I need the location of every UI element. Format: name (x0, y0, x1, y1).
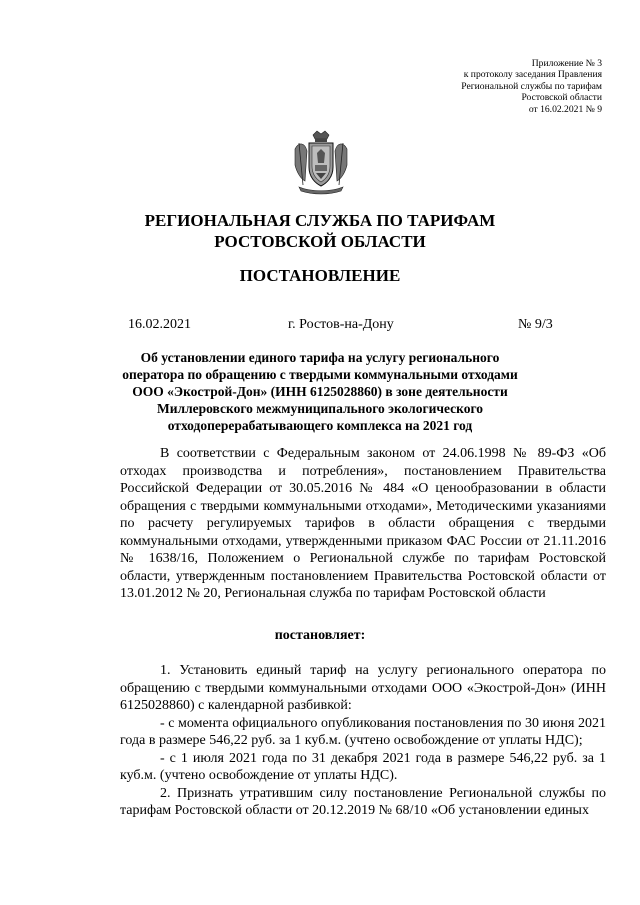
appendix-note (362, 58, 602, 115)
organization-line-2: РОСТОВСКОЙ ОБЛАСТИ (214, 232, 426, 251)
appendix-line: Приложение № 3 (531, 58, 602, 69)
appendix-line: от 16.02.2021 № 9 (528, 103, 602, 115)
document-title: Об установлении единого тарифа на услугу регионального оператора по обращению с твердыми коммунальными отходами ООО «Экострой-Дон» (ИНН 6125028860) в зоне деятельности Миллеровского межмуниципального экологического отходоперерабатывающего комплекса на 2021 год (122, 350, 518, 433)
organization-line-1: РЕГИОНАЛЬНАЯ СЛУЖБА ПО ТАРИФАМ (144, 211, 496, 230)
document-date: 16.02.2021 (128, 317, 191, 332)
coat-of-arms-icon (291, 129, 351, 195)
decree-item: 1. Установить единый тариф на услугу регионального оператора по обращению с твердыми коммунальными отходами ООО «Экострой-Дон» (ИНН 6125028860) с календарной разбивкой: (120, 663, 606, 713)
decree-word: постановляет: (274, 628, 366, 643)
document-city: г. Ростов-на-Дону (288, 317, 394, 332)
preamble-paragraph: В соответствии с Федеральным законом от 24.06.1998 № 89-ФЗ «Об отходах производства и потребления», постановлением Правительства Российской Федерации от 30.05.2016 № 484 «О ценообразовании в области обращения с твердыми коммунальными отходами», Методическими указаниями по расчету регулируемых тарифов в области обращения с твердыми коммунальными отходами, утвержденными приказом ФАС России от 21.11.2016 № 1638/16, Положением о Региональной службе по тарифам Ростовской области, утвержденным постановлением Правительства Ростовской области от 13.01.2012 № 20, Региональная служба по тарифам Ростовской области (120, 446, 606, 601)
appendix-line: к протоколу заседания Правления (463, 69, 602, 81)
decree-item: - с 1 июля 2021 года по 31 декабря 2021 года в размере 546,22 руб. за 1 куб.м. (учтено освобождение от уплаты НДС). (120, 750, 606, 783)
appendix-line: Ростовской области (521, 92, 602, 104)
appendix-line: Региональной службы по тарифам (461, 80, 602, 92)
document-type: ПОСТАНОВЛЕНИЕ (239, 266, 401, 285)
decree-item: 2. Признать утратившим силу постановление Региональной службы по тарифам Ростовской области от 20.12.2019 № 68/10 «Об установлении единых (120, 785, 606, 818)
organization-name (0, 210, 640, 252)
preamble (120, 445, 606, 603)
decree-items (120, 662, 606, 820)
decree-item: - с момента официального опубликования постановления по 30 июня 2021 года в размере 546,22 руб. за 1 куб.м. (учтено освобождение от уплаты НДС); (120, 715, 606, 748)
document-number: № 9/3 (518, 317, 553, 332)
